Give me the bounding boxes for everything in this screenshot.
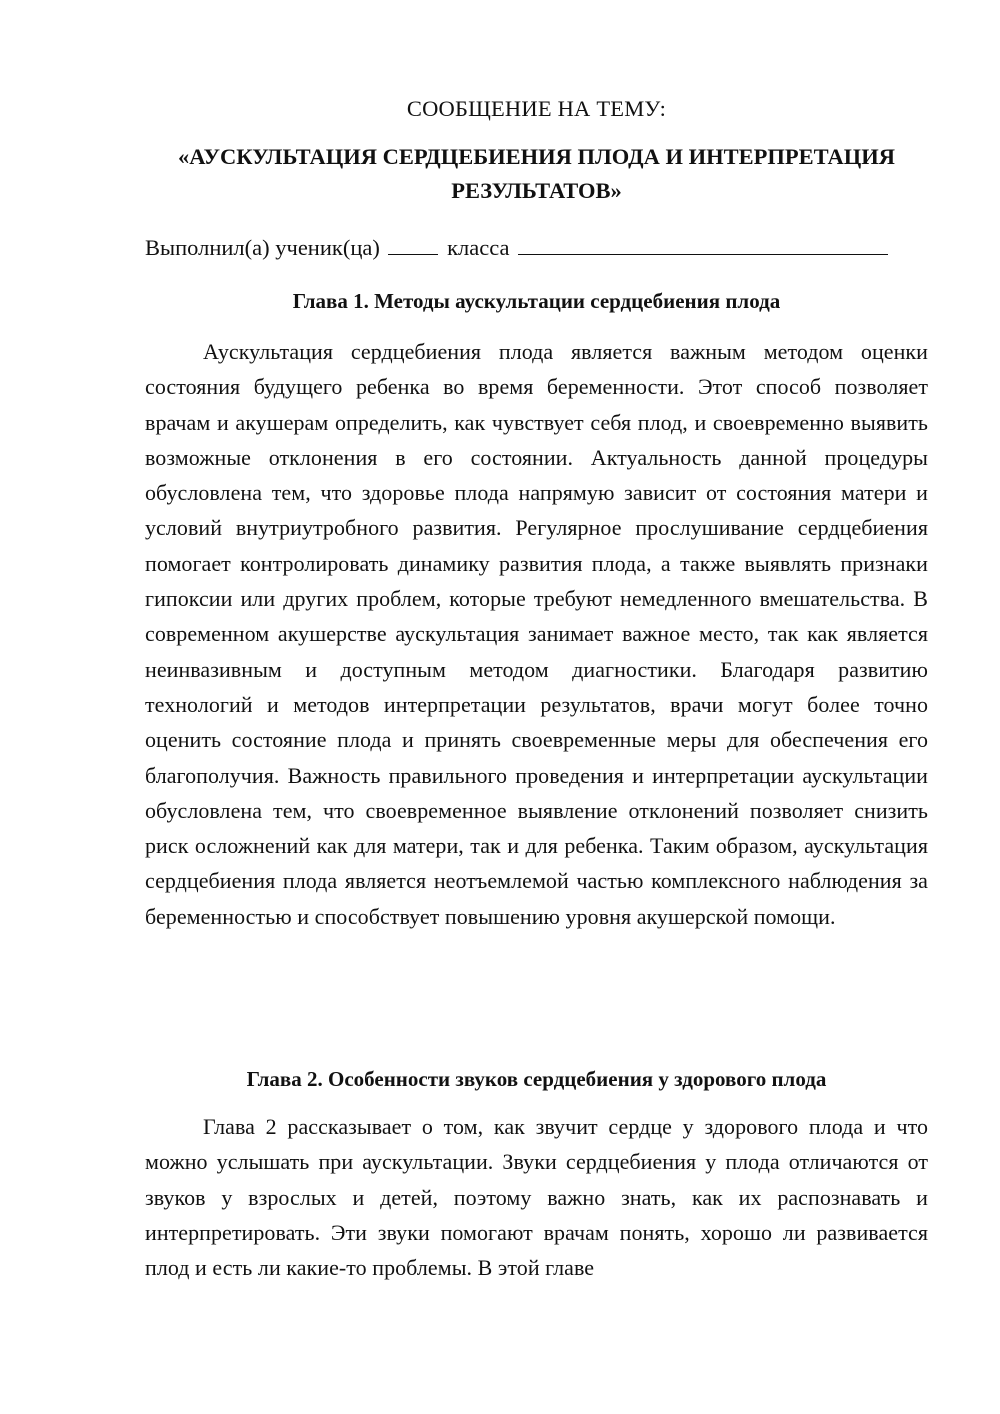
chapter-2-paragraph: Глава 2 рассказывает о том, как звучит сердце у здорового плода и что можно услышать при аускультации. Звуки сердцебиения у плода отличаются от звуков у взрослых и детей, поэтому важно знать, как их распознавать и интерпретировать. Эти звуки помогают врачам понять, хорошо ли развивается плод и есть ли какие-то проблемы. В этой главе [145, 1114, 928, 1281]
class-number-blank [388, 230, 438, 255]
chapter-1-paragraph: Аускультация сердцебиения плода является важным методом оценки состояния будущего ребенка во время беременности. Этот способ позволяет врачам и акушерам определить, как чувствует себя плод, и своевременно выявить возможные отклонения в его состоянии. Актуальность данной процедуры обусловлена тем, что здоровье плода напрямую зависит от состояния матери и условий внутриутробного развития. Регулярное прослушивание сердцебиения помогает контролировать динамику развития плода, а также выявлять признаки гипоксии или других проблем, которые требуют немедленного вмешательства. В современном акушерстве аускультация занимает важное место, так как является неинвазивным и доступным методом диагностики. Благодаря развитию технологий и методов интерпретации результатов, врачи могут более точно оценить состояние плода и принять своевременные меры для обеспечения его благополучия. Важность правильного проведения и интерпретации аускультации обусловлена тем, что своевременное выявление отклонений позволяет снизить риск осложнений как для матери, так и для ребенка. Таким образом, аускультация сердцебиения плода является неотъемлемой частью комплексного наблюдения за беременностью и способствует повышению уровня акушерской помощи. [145, 339, 928, 929]
class-label: класса [447, 235, 510, 260]
document-heading: СООБЩЕНИЕ НА ТЕМУ: [406, 96, 667, 121]
chapter-1-title: Глава 1. Методы аускультации сердцебиения плода [292, 289, 781, 313]
document-title-line-2: РЕЗУЛЬТАТОВ» [451, 178, 622, 203]
document-title [145, 140, 928, 208]
student-name-blank [518, 230, 888, 255]
document-title-line-1: «АУСКУЛЬТАЦИЯ СЕРДЦЕБИЕНИЯ ПЛОДА И ИНТЕРПРЕТАЦИЯ [177, 144, 896, 169]
author-line [145, 230, 928, 264]
chapter-2-title: Глава 2. Особенности звуков сердцебиения у здорового плода [246, 1067, 827, 1091]
author-label: Выполнил(а) ученик(ца) [145, 235, 380, 260]
